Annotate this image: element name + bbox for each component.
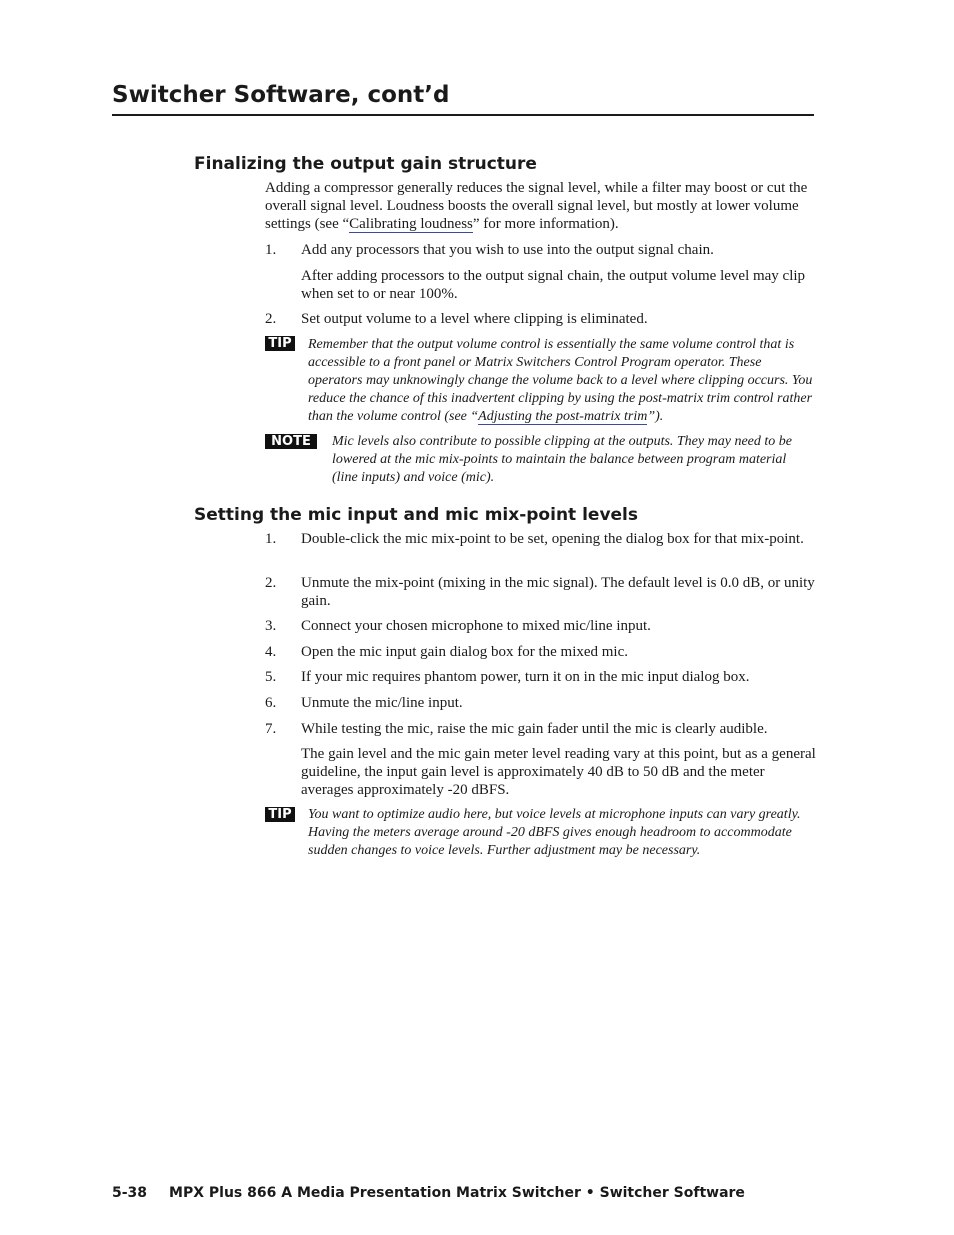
list-item (265, 617, 817, 635)
tip-text: You want to optimize audio here, but voice levels at microphone inputs can vary greatly. Having the meters average around -20 dBFS gives enough headroom to accommodate sudden changes to voice levels. Further adjustment may be necessary. (308, 807, 801, 858)
step-text: Connect your chosen microphone to mixed mic/line input. (301, 618, 651, 634)
section-heading-output-gain: Finalizing the output gain structure (194, 154, 537, 174)
step-text: Set output volume to a level where clipping is eliminated. (301, 311, 648, 327)
step-number: 5. (265, 669, 277, 685)
intro-text-before: Adding a compressor generally reduces the signal level, while a filter may boost or cut the overall signal level. Loudness boosts the overall signal level, but mostly at lower volume settings (see “ (265, 180, 808, 232)
step-number: 1. (265, 242, 277, 258)
step-number: 6. (265, 695, 277, 711)
intro-text-after: ” for more information). (472, 216, 619, 232)
step-text: If your mic requires phantom power, turn it on in the mic input dialog box. (301, 669, 750, 685)
step-number: 2. (265, 311, 277, 327)
list-item (265, 241, 817, 259)
calibrating-loudness-link[interactable]: Calibrating loudness (349, 216, 473, 232)
step-text: Unmute the mix-point (mixing in the mic signal). The default level is 0.0 dB, or unity gain. (301, 575, 815, 609)
list-item (265, 694, 817, 712)
list-item (265, 530, 817, 548)
footer-text: MPX Plus 866 A Media Presentation Matrix Switcher • Switcher Software (169, 1185, 745, 1201)
list-item (265, 574, 817, 610)
step-continuation: The gain level and the mic gain meter level reading vary at this point, but as a general guideline, the input gain level is approximately 40 dB to 50 dB and the meter averages approximately -20 dBFS. (301, 746, 816, 798)
step-text: Double-click the mic mix-point to be set, opening the dialog box for that mix-point. (301, 531, 804, 547)
page-number: 5-38 (112, 1185, 148, 1201)
step-text: Add any processors that you wish to use into the output signal chain. (301, 242, 714, 258)
section-heading-mic-levels: Setting the mic input and mic mix-point levels (194, 505, 639, 525)
list-item (265, 720, 817, 738)
page-footer (112, 1185, 745, 1201)
step-text: Unmute the mic/line input. (301, 695, 463, 711)
tip-badge: TIP (265, 807, 295, 822)
step-number: 2. (265, 575, 277, 591)
step-number: 1. (265, 531, 277, 547)
tip-badge: TIP (265, 336, 295, 351)
note-text: Mic levels also contribute to possible clipping at the outputs. They may need to be lowered at the mic mix-points to maintain the balance between program material (line inputs) and voice (mic). (332, 434, 792, 485)
list-item (265, 643, 817, 661)
list-item (265, 310, 817, 328)
adjusting-post-matrix-trim-link[interactable]: Adjusting the post-matrix trim (478, 409, 648, 424)
step-text: Open the mic input gain dialog box for the mixed mic. (301, 644, 629, 660)
page-header-title: Switcher Software, cont’d (112, 82, 450, 108)
step-text: While testing the mic, raise the mic gain fader until the mic is clearly audible. (301, 721, 768, 737)
tip-text: Remember that the output volume control is essentially the same volume control that is accessible to a front panel or Matrix Switchers Control Program operator. These operators may unknowingly change the volume back to a level where clipping occurs. You reduce the chance of this inadvertent clipping by using the post-matrix trim control rather than the volume control (see “Adjusting the post-matrix trim”). (308, 337, 813, 424)
step-number: 7. (265, 721, 277, 737)
list-item (265, 668, 817, 686)
step-number: 3. (265, 618, 277, 634)
note-badge: NOTE (265, 434, 317, 449)
section-intro-paragraph (265, 179, 817, 233)
step-number: 4. (265, 644, 277, 660)
header-rule (112, 114, 814, 116)
step-continuation: After adding processors to the output signal chain, the output volume level may clip when set to or near 100%. (301, 268, 806, 302)
